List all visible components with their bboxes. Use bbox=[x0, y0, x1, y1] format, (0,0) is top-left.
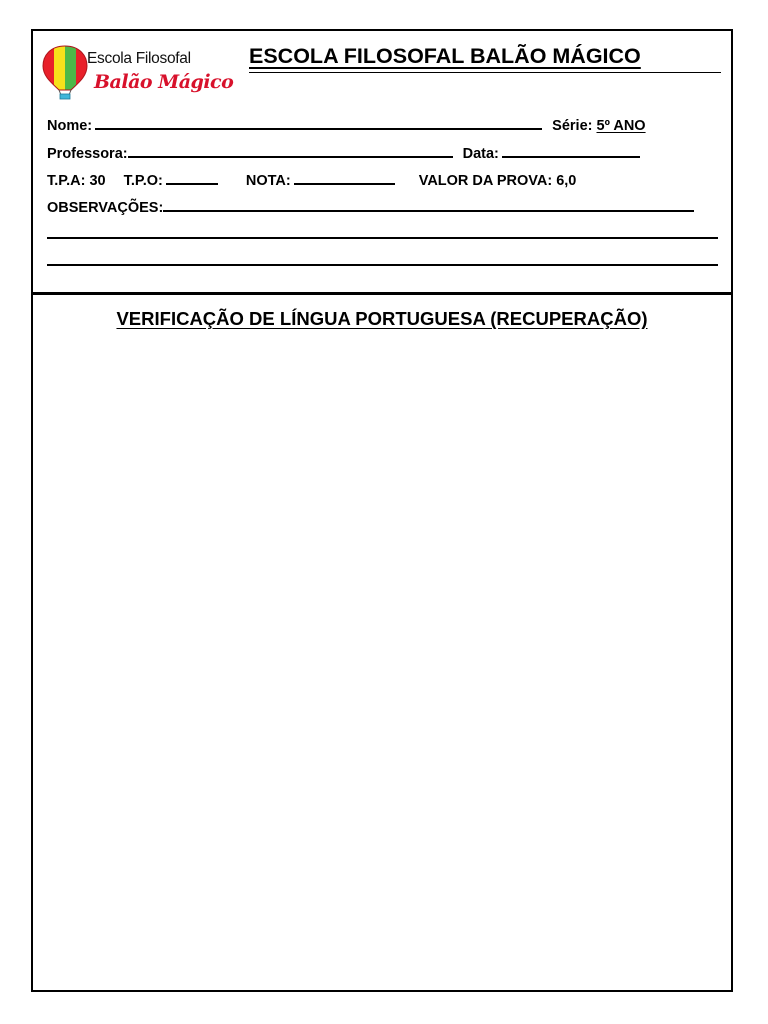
school-title: ESCOLA FILOSOFAL BALÃO MÁGICO bbox=[249, 44, 641, 68]
nome-row bbox=[47, 115, 646, 134]
nota-field[interactable] bbox=[294, 170, 395, 185]
nome-field[interactable] bbox=[95, 115, 542, 130]
professora-row bbox=[47, 143, 640, 162]
tpo-field[interactable] bbox=[166, 170, 218, 185]
tpa-row bbox=[47, 170, 576, 189]
nome-label: Nome: bbox=[47, 118, 93, 134]
nota-label: NOTA: bbox=[245, 173, 291, 189]
professora-label: Professora: bbox=[47, 146, 128, 162]
observacoes-field[interactable] bbox=[163, 197, 694, 212]
observacoes-line[interactable] bbox=[47, 237, 718, 239]
valor-prova-label: VALOR DA PROVA: 6,0 bbox=[418, 173, 577, 189]
observacoes-row bbox=[47, 197, 694, 216]
hot-air-balloon-icon bbox=[42, 44, 88, 100]
header-divider bbox=[31, 292, 733, 295]
observacoes-line[interactable] bbox=[47, 264, 718, 266]
school-logo bbox=[42, 44, 234, 100]
serie-value: 5º ANO bbox=[596, 118, 646, 134]
logo-text-balao: Balão Mágico bbox=[94, 71, 234, 93]
tpo-label: T.P.O: bbox=[123, 173, 163, 189]
logo-text-school: Escola Filosofal bbox=[87, 50, 191, 67]
tpa-label: T.P.A: 30 bbox=[47, 173, 106, 189]
data-field[interactable] bbox=[502, 143, 640, 158]
title-rule bbox=[249, 72, 721, 73]
exam-title: VERIFICAÇÃO DE LÍNGUA PORTUGUESA (RECUPERAÇÃO) bbox=[116, 308, 648, 329]
professora-field[interactable] bbox=[128, 143, 453, 158]
serie-label: Série: bbox=[552, 118, 593, 134]
data-label: Data: bbox=[462, 146, 499, 162]
observacoes-label: OBSERVAÇÕES: bbox=[47, 200, 164, 216]
